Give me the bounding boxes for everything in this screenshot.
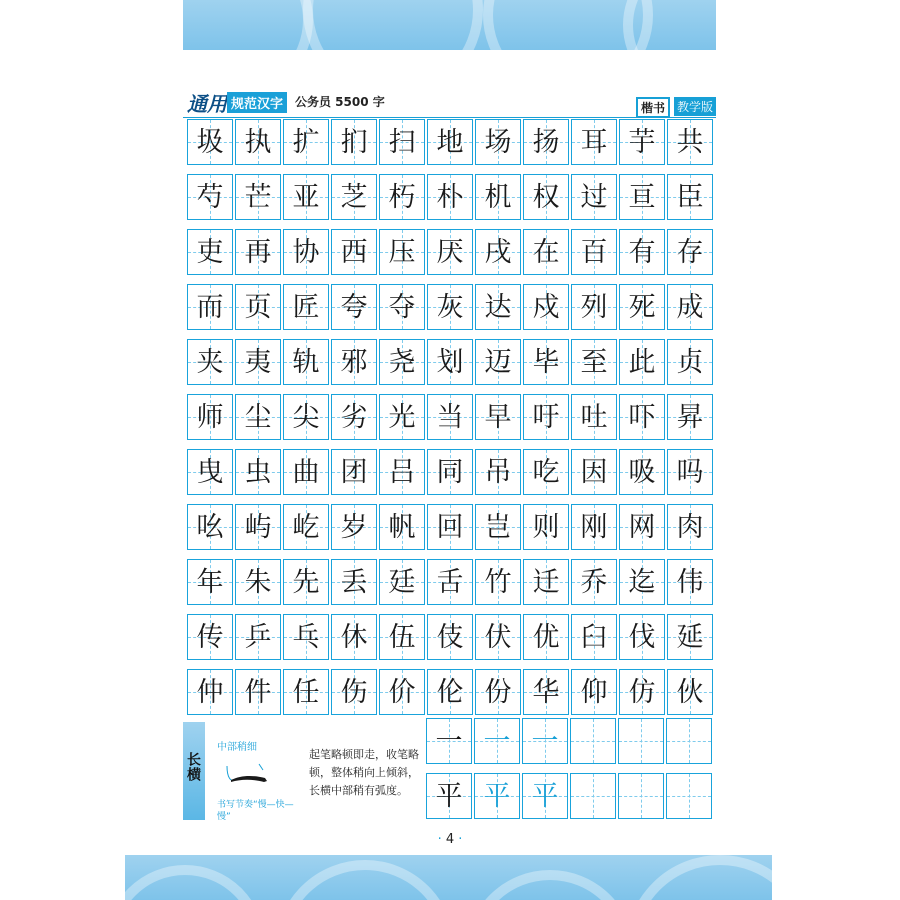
character-glyph: 权 — [532, 181, 560, 213]
character-glyph: 地 — [436, 126, 464, 158]
character-cell — [283, 559, 329, 605]
character-glyph: 网 — [628, 511, 656, 543]
character-cell — [283, 614, 329, 660]
character-cell — [667, 669, 713, 715]
page-header — [183, 88, 716, 118]
character-cell — [619, 614, 665, 660]
character-glyph: 页 — [244, 291, 272, 323]
character-cell — [283, 339, 329, 385]
character-cell — [667, 174, 713, 220]
character-cell — [187, 614, 233, 660]
character-glyph: 扬 — [532, 126, 560, 158]
character-glyph: 岂 — [484, 511, 512, 543]
practice-cell[interactable] — [570, 773, 616, 819]
character-glyph: 伎 — [436, 621, 464, 653]
character-glyph: 贞 — [676, 346, 704, 378]
character-cell — [523, 559, 569, 605]
character-glyph: 仿 — [628, 676, 656, 708]
character-glyph: 耳 — [580, 126, 608, 158]
character-glyph: 伏 — [484, 621, 512, 653]
character-cell — [523, 229, 569, 275]
character-glyph: 至 — [580, 346, 608, 378]
character-glyph: 丢 — [340, 566, 368, 598]
character-cell — [187, 339, 233, 385]
character-glyph: 任 — [292, 676, 320, 708]
character-cell — [187, 174, 233, 220]
character-cell — [523, 119, 569, 165]
character-cell — [523, 669, 569, 715]
character-cell — [571, 449, 617, 495]
character-cell — [379, 119, 425, 165]
character-cell — [475, 339, 521, 385]
character-glyph: 列 — [580, 291, 608, 323]
character-cell — [331, 284, 377, 330]
character-cell — [523, 614, 569, 660]
character-cell — [427, 284, 473, 330]
character-cell — [187, 559, 233, 605]
character-glyph: 吊 — [484, 456, 512, 488]
tip-title: 长横 — [185, 752, 201, 782]
character-glyph: 再 — [244, 236, 272, 268]
character-cell — [667, 504, 713, 550]
tip-note-top: 中部稍细 — [217, 742, 257, 753]
character-cell — [475, 119, 521, 165]
character-glyph: 吸 — [628, 456, 656, 488]
stroke-demo-illustration — [223, 758, 273, 794]
character-cell — [667, 394, 713, 440]
character-cell — [187, 229, 233, 275]
character-glyph: 百 — [580, 236, 608, 268]
character-glyph: 厌 — [436, 236, 464, 268]
bottom-banner — [125, 855, 772, 900]
character-glyph: 传 — [196, 621, 224, 653]
character-cell — [427, 174, 473, 220]
character-glyph: 灰 — [436, 291, 464, 323]
character-cell — [571, 229, 617, 275]
character-glyph: 毕 — [532, 346, 560, 378]
character-cell — [667, 559, 713, 605]
character-cell — [523, 284, 569, 330]
character-glyph: 吐 — [580, 401, 608, 433]
character-cell — [331, 504, 377, 550]
character-glyph: 仰 — [580, 676, 608, 708]
character-cell — [235, 119, 281, 165]
character-glyph: 执 — [244, 126, 272, 158]
character-cell — [571, 284, 617, 330]
character-cell — [667, 284, 713, 330]
character-glyph: 芍 — [196, 181, 224, 213]
character-glyph: 圾 — [196, 126, 224, 158]
character-cell — [283, 284, 329, 330]
practice-glyph: 平 — [483, 780, 511, 812]
character-glyph: 划 — [436, 346, 464, 378]
character-cell — [475, 174, 521, 220]
character-cell — [235, 614, 281, 660]
character-cell — [331, 119, 377, 165]
character-cell — [331, 449, 377, 495]
character-glyph: 有 — [628, 236, 656, 268]
practice-cell[interactable] — [426, 718, 472, 764]
character-glyph: 臣 — [676, 181, 704, 213]
character-glyph: 夷 — [244, 346, 272, 378]
character-cell — [571, 339, 617, 385]
character-cell — [235, 339, 281, 385]
character-glyph: 夸 — [340, 291, 368, 323]
character-glyph: 曳 — [196, 456, 224, 488]
character-cell — [235, 174, 281, 220]
character-cell — [571, 174, 617, 220]
book-subtitle: 公务员 5500 字 — [295, 95, 385, 109]
character-glyph: 伦 — [436, 676, 464, 708]
character-glyph: 昇 — [676, 401, 704, 433]
character-cell — [283, 394, 329, 440]
character-glyph: 成 — [676, 291, 704, 323]
character-cell — [427, 394, 473, 440]
character-cell — [283, 174, 329, 220]
character-cell — [379, 284, 425, 330]
character-glyph: 过 — [580, 181, 608, 213]
character-cell — [571, 559, 617, 605]
character-glyph: 师 — [196, 401, 224, 433]
character-glyph: 迄 — [628, 566, 656, 598]
character-cell — [523, 394, 569, 440]
character-glyph: 此 — [628, 346, 656, 378]
character-glyph: 匠 — [292, 291, 320, 323]
character-cell — [283, 669, 329, 715]
character-glyph: 份 — [484, 676, 512, 708]
character-glyph: 廷 — [388, 566, 416, 598]
tip-description: 起笔略顿即走，收笔略顿，整体稍向上倾斜，长横中部稍有弧度。 — [309, 748, 419, 798]
character-glyph: 朱 — [244, 566, 272, 598]
character-glyph: 迈 — [484, 346, 512, 378]
character-glyph: 扩 — [292, 126, 320, 158]
character-glyph: 协 — [292, 236, 320, 268]
character-cell — [235, 559, 281, 605]
character-glyph: 劣 — [340, 401, 368, 433]
character-cell — [475, 669, 521, 715]
style-label: 楷书 — [636, 97, 670, 118]
character-glyph: 达 — [484, 291, 512, 323]
character-cell — [619, 174, 665, 220]
character-cell — [379, 449, 425, 495]
character-glyph: 芝 — [340, 181, 368, 213]
character-cell — [235, 229, 281, 275]
character-cell — [331, 394, 377, 440]
character-glyph: 乒 — [244, 621, 272, 653]
character-glyph: 延 — [676, 621, 704, 653]
character-glyph: 当 — [436, 401, 464, 433]
stroke-tip — [183, 718, 421, 822]
character-glyph: 压 — [388, 236, 416, 268]
character-cell — [427, 669, 473, 715]
character-cell — [283, 229, 329, 275]
character-cell — [331, 229, 377, 275]
practice-glyph: 一 — [435, 725, 463, 757]
character-cell — [379, 614, 425, 660]
character-cell — [619, 394, 665, 440]
character-grid — [186, 119, 714, 724]
character-glyph: 尘 — [244, 401, 272, 433]
character-glyph: 乔 — [580, 566, 608, 598]
character-glyph: 臼 — [580, 621, 608, 653]
character-glyph: 芋 — [628, 126, 656, 158]
character-cell — [523, 174, 569, 220]
character-cell — [331, 614, 377, 660]
character-cell — [331, 339, 377, 385]
character-cell — [475, 614, 521, 660]
character-cell — [187, 284, 233, 330]
character-glyph: 曲 — [292, 456, 320, 488]
practice-cell[interactable] — [666, 773, 712, 819]
character-glyph: 吁 — [532, 401, 560, 433]
header-divider — [183, 117, 716, 118]
character-cell — [667, 614, 713, 660]
character-glyph: 共 — [676, 126, 704, 158]
character-cell — [475, 284, 521, 330]
character-glyph: 亚 — [292, 181, 320, 213]
character-glyph: 价 — [388, 676, 416, 708]
character-glyph: 则 — [532, 511, 560, 543]
character-glyph: 伙 — [676, 676, 704, 708]
character-glyph: 回 — [436, 511, 464, 543]
practice-cell[interactable] — [522, 718, 568, 764]
character-cell — [667, 229, 713, 275]
character-cell — [331, 559, 377, 605]
page-number: · 4 · — [437, 832, 463, 847]
character-glyph: 伐 — [628, 621, 656, 653]
character-glyph: 屹 — [292, 511, 320, 543]
character-glyph: 光 — [388, 401, 416, 433]
character-glyph: 亘 — [628, 181, 656, 213]
character-glyph: 扪 — [340, 126, 368, 158]
character-glyph: 吃 — [532, 456, 560, 488]
character-cell — [475, 449, 521, 495]
character-cell — [235, 284, 281, 330]
character-cell — [523, 504, 569, 550]
practice-glyph: 一 — [531, 725, 559, 757]
character-cell — [379, 339, 425, 385]
character-glyph: 休 — [340, 621, 368, 653]
character-glyph: 屿 — [244, 511, 272, 543]
character-cell — [379, 669, 425, 715]
practice-cell[interactable] — [474, 773, 520, 819]
character-glyph: 机 — [484, 181, 512, 213]
character-cell — [523, 449, 569, 495]
character-cell — [235, 394, 281, 440]
character-cell — [427, 504, 473, 550]
character-glyph: 乓 — [292, 621, 320, 653]
character-cell — [571, 614, 617, 660]
character-cell — [619, 229, 665, 275]
character-cell — [427, 449, 473, 495]
character-cell — [523, 339, 569, 385]
character-glyph: 而 — [196, 291, 224, 323]
character-glyph: 虫 — [244, 456, 272, 488]
character-glyph: 场 — [484, 126, 512, 158]
character-cell — [475, 504, 521, 550]
character-cell — [379, 559, 425, 605]
character-cell — [187, 394, 233, 440]
practice-cell[interactable] — [618, 773, 664, 819]
character-glyph: 死 — [628, 291, 656, 323]
character-cell — [667, 119, 713, 165]
character-glyph: 吗 — [676, 456, 704, 488]
character-cell — [427, 614, 473, 660]
character-cell — [235, 449, 281, 495]
practice-cell[interactable] — [618, 718, 664, 764]
character-glyph: 西 — [340, 236, 368, 268]
character-cell — [283, 504, 329, 550]
practice-grid — [425, 718, 713, 828]
character-cell — [427, 559, 473, 605]
character-glyph: 伟 — [676, 566, 704, 598]
character-glyph: 夹 — [196, 346, 224, 378]
character-cell — [571, 504, 617, 550]
character-cell — [475, 559, 521, 605]
character-glyph: 岁 — [340, 511, 368, 543]
character-glyph: 存 — [676, 236, 704, 268]
character-cell — [283, 119, 329, 165]
character-glyph: 吆 — [196, 511, 224, 543]
character-glyph: 吏 — [196, 236, 224, 268]
character-cell — [427, 339, 473, 385]
practice-cell[interactable] — [426, 773, 472, 819]
character-glyph: 轨 — [292, 346, 320, 378]
character-glyph: 尧 — [388, 346, 416, 378]
character-glyph: 朽 — [388, 181, 416, 213]
character-glyph: 仲 — [196, 676, 224, 708]
character-cell — [667, 449, 713, 495]
character-glyph: 帆 — [388, 511, 416, 543]
character-glyph: 舌 — [436, 566, 464, 598]
tip-strip — [183, 722, 205, 820]
character-cell — [619, 559, 665, 605]
character-glyph: 在 — [532, 236, 560, 268]
character-cell — [427, 119, 473, 165]
character-glyph: 团 — [340, 456, 368, 488]
character-glyph: 戌 — [484, 236, 512, 268]
character-glyph: 吓 — [628, 401, 656, 433]
character-cell — [187, 119, 233, 165]
character-glyph: 芒 — [244, 181, 272, 213]
practice-glyph: 平 — [435, 780, 463, 812]
character-cell — [571, 119, 617, 165]
character-cell — [235, 669, 281, 715]
character-cell — [331, 669, 377, 715]
character-glyph: 伍 — [388, 621, 416, 653]
character-glyph: 件 — [244, 676, 272, 708]
tip-note-bottom: 书写节奏“慢—快—慢” — [217, 800, 294, 822]
character-glyph: 竹 — [484, 566, 512, 598]
character-cell — [619, 339, 665, 385]
character-glyph: 同 — [436, 456, 464, 488]
edition-label: 教学版 — [674, 97, 716, 116]
character-glyph: 尖 — [292, 401, 320, 433]
character-glyph: 戍 — [532, 291, 560, 323]
character-cell — [619, 669, 665, 715]
character-glyph: 年 — [196, 566, 224, 598]
character-glyph: 朴 — [436, 181, 464, 213]
character-cell — [475, 394, 521, 440]
brand-logo: 通用 — [187, 92, 227, 116]
character-cell — [619, 449, 665, 495]
character-glyph: 优 — [532, 621, 560, 653]
practice-cell[interactable] — [474, 718, 520, 764]
character-cell — [379, 394, 425, 440]
character-cell — [235, 504, 281, 550]
character-cell — [619, 504, 665, 550]
character-glyph: 迁 — [532, 566, 560, 598]
practice-glyph: 一 — [483, 725, 511, 757]
practice-cell[interactable] — [570, 718, 616, 764]
character-glyph: 因 — [580, 456, 608, 488]
character-glyph: 邪 — [340, 346, 368, 378]
character-glyph: 肉 — [676, 511, 704, 543]
character-glyph: 先 — [292, 566, 320, 598]
character-cell — [283, 449, 329, 495]
character-glyph: 早 — [484, 401, 512, 433]
character-cell — [427, 229, 473, 275]
character-cell — [379, 174, 425, 220]
character-cell — [379, 229, 425, 275]
practice-glyph: 平 — [531, 780, 559, 812]
character-cell — [187, 669, 233, 715]
top-banner — [183, 0, 716, 50]
character-cell — [475, 229, 521, 275]
character-glyph: 扫 — [388, 126, 416, 158]
character-cell — [619, 284, 665, 330]
character-glyph: 吕 — [388, 456, 416, 488]
character-cell — [619, 119, 665, 165]
character-glyph: 华 — [532, 676, 560, 708]
character-cell — [667, 339, 713, 385]
character-cell — [571, 394, 617, 440]
practice-cell[interactable] — [666, 718, 712, 764]
character-glyph: 伤 — [340, 676, 368, 708]
brand-tag: 规范汉字 — [227, 92, 287, 113]
character-cell — [187, 449, 233, 495]
character-glyph: 夺 — [388, 291, 416, 323]
practice-cell[interactable] — [522, 773, 568, 819]
character-cell — [571, 669, 617, 715]
character-cell — [379, 504, 425, 550]
character-cell — [187, 504, 233, 550]
character-cell — [331, 174, 377, 220]
character-glyph: 刚 — [580, 511, 608, 543]
